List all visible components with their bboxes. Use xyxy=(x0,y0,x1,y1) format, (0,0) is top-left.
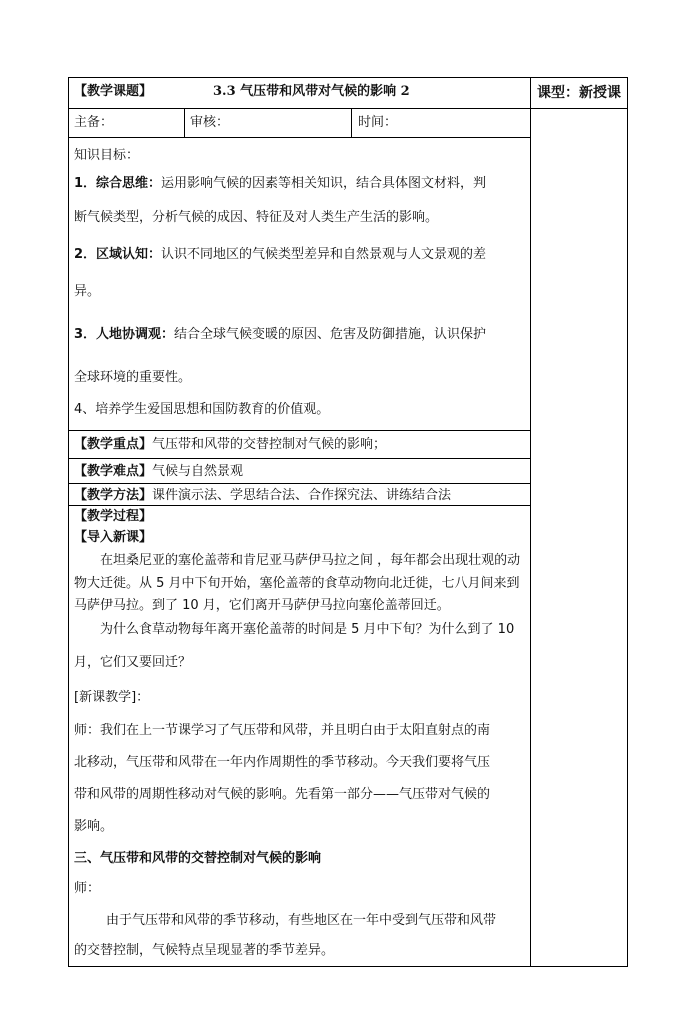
topic-label: 【教学课题】 xyxy=(74,84,153,99)
row-divider-header xyxy=(68,108,627,109)
section-3-paragraph-line: 由于气压带和风带的季节移动，有些地区在一年中受到气压带和风带 xyxy=(106,913,497,928)
goal-1-label: 1．综合思维： xyxy=(74,176,162,191)
goal-3-text: 结合全球气候变暖的原因、危害及防御措施，认识保护 xyxy=(174,327,487,342)
goal-2-cont: 异。 xyxy=(74,284,101,299)
goal-1-text: 运用影响气候的因素等相关知识，结合具体图文材料，判 xyxy=(161,176,487,191)
goal-1-cont: 断气候类型，分析气候的成因、特征及对人类生产生活的影响。 xyxy=(74,210,439,225)
main-prep-label: 主备： xyxy=(74,115,114,130)
goal-4: 4、培养学生爱国思想和国防教育的价值观。 xyxy=(74,402,330,417)
course-type: 课型：新授课 xyxy=(537,85,621,101)
lesson-title: 3.3 气压带和风带对气候的影响 2 xyxy=(213,84,410,99)
table-right-border xyxy=(627,77,628,967)
section-3-paragraph-line: 的交替控制，气候特点呈现显著的季节差异。 xyxy=(74,943,335,958)
row-divider-method xyxy=(68,505,530,506)
time-label: 时间： xyxy=(358,115,398,130)
meta-divider-2 xyxy=(351,108,352,137)
row-divider-key xyxy=(68,458,530,459)
section-3-heading: 三、气压带和风带的交替控制对气候的影响 xyxy=(74,851,322,866)
new-lesson-heading: [新课教学]： xyxy=(74,690,150,705)
goal-2-text: 认识不同地区的气候类型差异和自然景观与人文景观的差 xyxy=(161,247,487,262)
process-heading: 【教学过程】 xyxy=(74,509,153,524)
review-label: 审核： xyxy=(190,115,230,130)
intro-heading: 【导入新课】 xyxy=(74,530,153,545)
teacher-label: 师： xyxy=(74,881,101,896)
key-point-label: 【教学重点】 xyxy=(74,437,153,452)
teacher-paragraph-line: 带和风带的周期性移动对气候的影响。先看第一部分——气压带对气候的 xyxy=(74,787,491,802)
method-text: 课件演示法、学思结合法、合作探究法、讲练结合法 xyxy=(152,488,452,503)
goal-1 xyxy=(74,176,486,192)
table-left-border xyxy=(68,77,69,967)
key-point-text: 气压带和风带的交替控制对气候的影响； xyxy=(152,437,387,452)
goal-2-label: 2．区域认知： xyxy=(74,247,162,262)
column-divider-main xyxy=(530,77,531,967)
row-divider-goals xyxy=(68,430,530,431)
difficulty-text: 气候与自然景观 xyxy=(152,464,244,479)
intro-paragraph-line: 在坦桑尼亚的塞伦盖蒂和肯尼亚马萨伊马拉之间 ，每年都会出现壮观的动 xyxy=(100,553,521,568)
method-row xyxy=(74,488,451,504)
intro-question-line: 为什么食草动物每年离开塞伦盖蒂的时间是 5 月中下旬？为什么到了 10 xyxy=(100,622,515,637)
intro-paragraph-line: 马萨伊马拉。到了 10 月，它们离开马萨伊马拉向塞伦盖蒂回迁。 xyxy=(74,598,450,613)
intro-question-line: 月，它们又要回迁？ xyxy=(74,655,192,670)
row-divider-difficulty xyxy=(68,483,530,484)
goal-2 xyxy=(74,247,486,263)
goals-heading: 知识目标： xyxy=(74,148,140,163)
row-divider-meta xyxy=(68,137,530,138)
teacher-paragraph-line: 师：我们在上一节课学习了气压带和风带，并且明白由于太阳直射点的南 xyxy=(74,723,491,738)
teacher-paragraph-line: 影响。 xyxy=(74,819,114,834)
method-label: 【教学方法】 xyxy=(74,488,153,503)
goal-3 xyxy=(74,327,486,343)
table-top-border xyxy=(68,77,627,78)
intro-paragraph-line: 物大迁徙。从 5 月中下旬开始，塞伦盖蒂的食草动物向北迁徙，七八月间来到 xyxy=(74,576,520,591)
difficulty-row xyxy=(74,464,243,480)
teacher-paragraph-line: 北移动，气压带和风带在一年内作周期性的季节移动。今天我们要将气压 xyxy=(74,755,491,770)
key-point-row xyxy=(74,437,386,453)
difficulty-label: 【教学难点】 xyxy=(74,464,153,479)
table-bottom-border xyxy=(68,966,627,967)
meta-divider-1 xyxy=(184,108,185,137)
goal-3-label: 3．人地协调观： xyxy=(74,327,175,342)
goal-3-cont: 全球环境的重要性。 xyxy=(74,370,192,385)
